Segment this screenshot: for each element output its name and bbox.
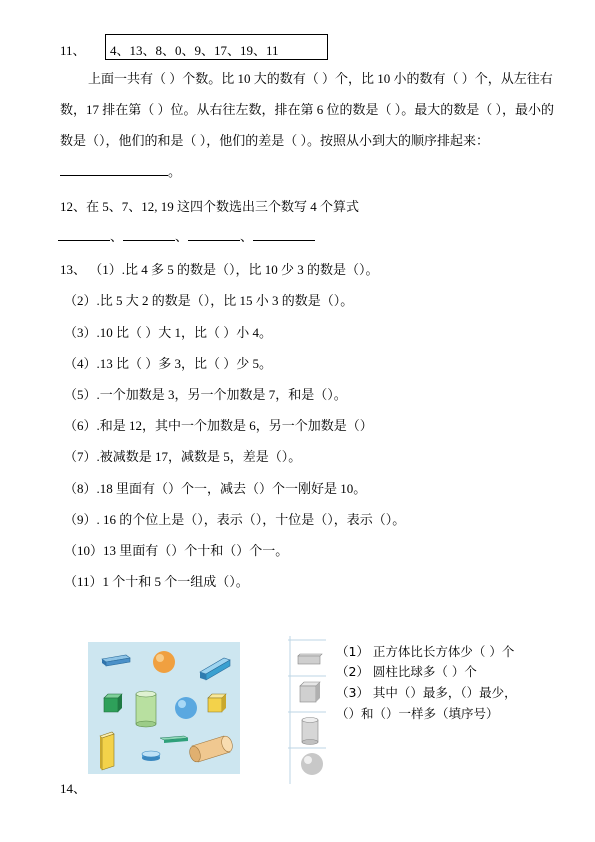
sphere-category-icon xyxy=(301,753,323,775)
question-13-number-and-item-1 xyxy=(60,259,379,278)
answer-blank[interactable] xyxy=(188,228,240,241)
question-13-item: （5）.一个加数是 3，另一个加数是 7，和是（）。 xyxy=(64,387,347,402)
green-cylinder-icon xyxy=(136,691,156,727)
cuboid-category-icon xyxy=(298,654,322,664)
answer-blank[interactable] xyxy=(123,228,175,241)
orange-sphere-icon xyxy=(153,651,175,673)
long-cuboid-icon xyxy=(200,658,230,680)
question-13-item: （9）. 16 的个位上是（），表示（），十位是（），表示（）。 xyxy=(64,512,406,527)
shape-category-column xyxy=(288,636,338,784)
cube-category-icon xyxy=(300,682,320,702)
thin-cuboid-icon xyxy=(160,736,188,743)
question-11-sequence: 4、13、8、0、9、17、19、11 xyxy=(110,43,279,58)
question-14-item: （1） 正方体比长方体少（ ）个 xyxy=(336,644,515,659)
question-14-item: （）和（）一样多（填序号） xyxy=(336,706,499,721)
cylinder-category-icon xyxy=(302,718,318,745)
yellow-cube-icon xyxy=(208,694,226,712)
question-13-item: （4）.13 比（ ）多 3，比（ ）少 5。 xyxy=(64,356,273,371)
question-13-item: （2）.比 5 大 2 的数是（），比 15 小 3 的数是（）。 xyxy=(64,293,354,308)
question-11-end: 。 xyxy=(168,164,182,179)
question-13-item: （11）1 个十和 5 个一组成（）。 xyxy=(64,574,249,589)
question-13-item: （1）.比 4 多 5 的数是（），比 10 少 3 的数是（）。 xyxy=(89,262,379,277)
flat-cuboid-icon xyxy=(102,655,130,666)
question-13-item: （8）.18 里面有（）个一，减去（）个一刚好是 10。 xyxy=(64,481,367,496)
answer-blank[interactable] xyxy=(253,228,315,241)
question-13-item: （6）.和是 12，其中一个加数是 6，另一个加数是（） xyxy=(64,418,373,433)
flat-cylinder-icon xyxy=(142,751,160,761)
solids-illustration xyxy=(88,642,240,774)
solids-drawing xyxy=(88,642,240,774)
question-13-item: （7）.被减数是 17，减数是 5，差是（）。 xyxy=(64,449,302,464)
question-14-number: 14、 xyxy=(60,781,87,796)
blank-separator: 、 xyxy=(175,229,189,244)
question-14-item: （3） 其中（）最多，（）最少， xyxy=(336,685,517,700)
question-12-text: 12、在 5、7、12, 19 这四个数选出三个数写 4 个算式 xyxy=(60,199,360,214)
question-11-number: 11、 xyxy=(60,43,86,58)
question-13-item: （3）.10 比（ ）大 1，比（ ）小 4。 xyxy=(64,325,273,340)
question-13-item: （10）13 里面有（）个十和（）个一。 xyxy=(64,543,289,558)
blank-separator: 、 xyxy=(110,229,124,244)
question-13-number: 13、 xyxy=(60,262,87,277)
yellow-cuboid-icon xyxy=(100,732,114,770)
question-12-blanks xyxy=(58,226,315,245)
category-drawing xyxy=(288,636,338,784)
blue-sphere-icon xyxy=(175,697,197,719)
answer-blank[interactable] xyxy=(58,228,110,241)
question-11-text xyxy=(60,63,560,187)
question-14-item: （2） 圆柱比球多（ ）个 xyxy=(336,664,477,679)
lying-cylinder-icon xyxy=(188,735,234,763)
question-11-body: 上面一共有（ ）个数。比 10 大的数有（ ）个，比 10 小的数有（ ）个，从左往右数，17 排在第（ ）位。从右往左数，排在第 6 位的数是（ ）。最大的数是（ ），最小的数是（），他们的和是（ ），他们的差是（ ）。按照从小到大的顺序排起来： xyxy=(60,71,555,148)
blank-separator: 、 xyxy=(240,229,254,244)
answer-blank[interactable] xyxy=(60,163,168,176)
green-cube-icon xyxy=(104,694,122,712)
